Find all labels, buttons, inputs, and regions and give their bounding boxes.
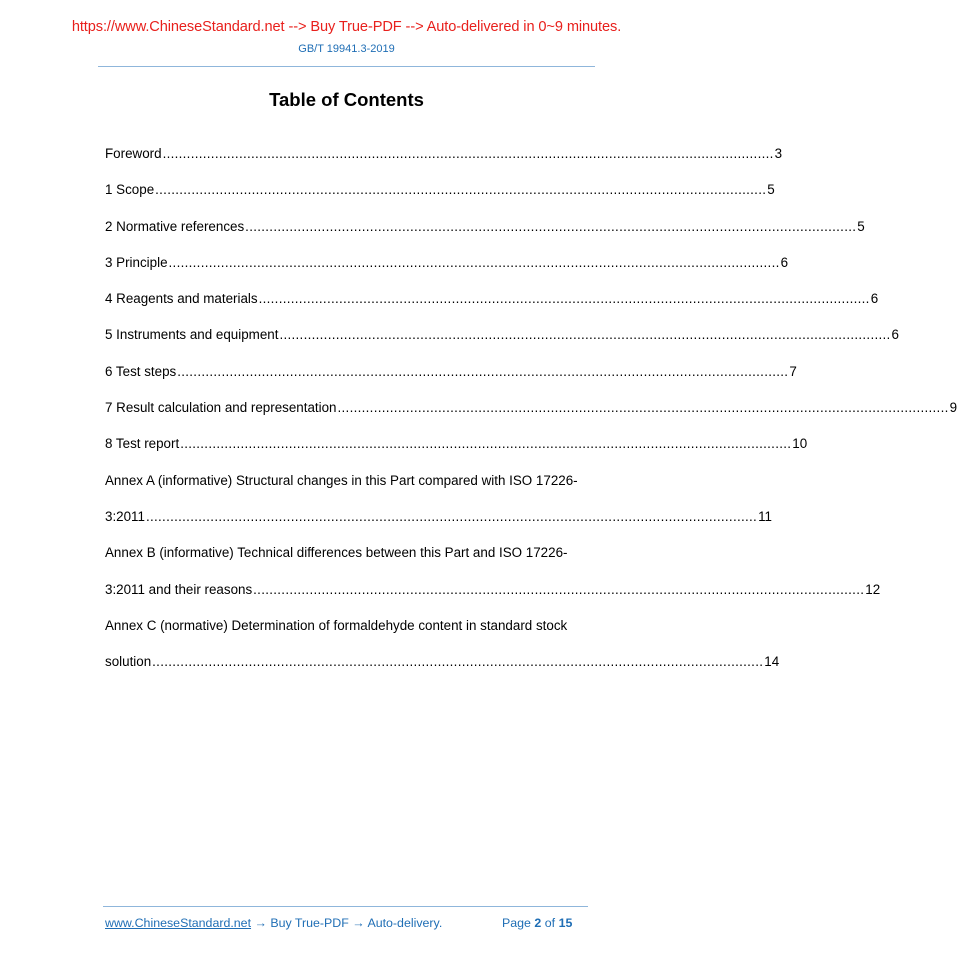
arrow-right-icon: → [254,916,267,930]
toc-entry-scope[interactable] [105,180,775,216]
toc-entry-result-calculation[interactable] [105,398,957,434]
toc-entry-instruments-and-equipment[interactable] [105,325,899,361]
toc-page: 10 [792,436,808,452]
toc-leader: ........................................................................................................................................................ [279,327,891,343]
toc-entry-annex-c[interactable] [105,652,780,688]
footer-buy-text: Buy True-PDF [270,916,349,930]
toc-label: 7 Result calculation and representation [105,400,337,416]
toc-entry-annex-a-line1[interactable]: Annex A (informative) Structural changes in this Part compared with ISO 17226- [105,472,578,488]
toc-page: 3 [774,146,783,161]
toc-leader: ........................................................................................................................................................ [180,436,792,452]
toc-label: 5 Instruments and equipment [105,327,279,343]
toc-page: 6 [870,291,879,307]
toc-label: 8 Test report [105,436,180,452]
toc-leader: ........................................................................................................................................................ [177,363,789,379]
toc-entry-test-report[interactable] [105,434,808,470]
footer-site-link[interactable]: www.ChineseStandard.net [105,916,252,930]
toc-page: 5 [767,182,775,198]
toc-entry-normative-references[interactable] [105,217,865,253]
footer-delivery-text: Auto-delivery. [367,916,443,930]
ad-banner[interactable]: https://www.ChineseStandard.net --> Buy True-PDF --> Auto-delivered in 0~9 minutes. [71,19,622,35]
page-of: of [544,916,556,930]
standard-number: GB/T 19941.3-2019 [298,43,395,55]
toc-label: 2 Normative references [105,218,245,234]
page-title: Table of Contents [269,89,424,110]
page-indicator [502,916,572,930]
toc-entry-annex-c-line1[interactable]: Annex C (normative) Determination of formaldehyde content in standard stock [105,617,568,633]
toc-page: 12 [865,581,881,597]
toc-entry-annex-a[interactable] [105,507,772,543]
toc-entry-annex-b-line1[interactable]: Annex B (informative) Technical differences between this Part and ISO 17226- [105,545,568,561]
arrow-right-icon: → [352,916,365,930]
toc-page: 5 [857,218,865,234]
toc-page: 6 [780,254,789,270]
toc-page: 14 [764,654,780,670]
toc-leader: ........................................................................................................................................................ [253,581,865,597]
toc-label: 3:2011 [105,508,145,524]
toc-label: 3:2011 and their reasons [105,581,253,597]
toc-entry-reagents-and-materials[interactable] [105,289,879,325]
toc-leader: ........................................................................................................................................................ [152,654,764,670]
toc-label: 4 Reagents and materials [105,291,258,307]
toc-label: 1 Scope [105,182,155,198]
header-divider [98,66,595,67]
toc-leader: ........................................................................................................................................................ [258,291,870,307]
toc-label: solution [105,654,152,670]
toc-leader: ........................................................................................................................................................ [145,508,758,524]
toc-leader: ........................................................................................................................................................ [168,254,780,270]
page-label: Page [502,916,531,930]
toc-label: 3 Principle [105,254,168,270]
toc-label: 6 Test steps [105,363,177,379]
toc-entry-annex-b[interactable] [105,580,881,616]
toc-entry-foreword[interactable] [105,144,783,180]
toc-leader: ........................................................................................................................................................ [245,218,857,234]
page-total: 15 [558,916,573,930]
toc-page: 11 [758,508,772,524]
toc-page: 6 [891,327,899,343]
toc-entry-test-steps[interactable] [105,362,797,398]
toc-entry-principle[interactable] [105,253,789,289]
footer-promo [105,916,442,930]
toc-label: Foreword [105,146,162,161]
toc-page: 7 [789,363,797,379]
toc-leader: ........................................................................................................................................................ [162,146,774,161]
page-current: 2 [534,916,542,930]
footer-divider [103,906,588,907]
table-of-contents [105,144,957,688]
toc-page: 9 [949,400,957,416]
toc-leader: ........................................................................................................................................................ [337,400,949,416]
toc-leader: ........................................................................................................................................................ [155,182,767,198]
